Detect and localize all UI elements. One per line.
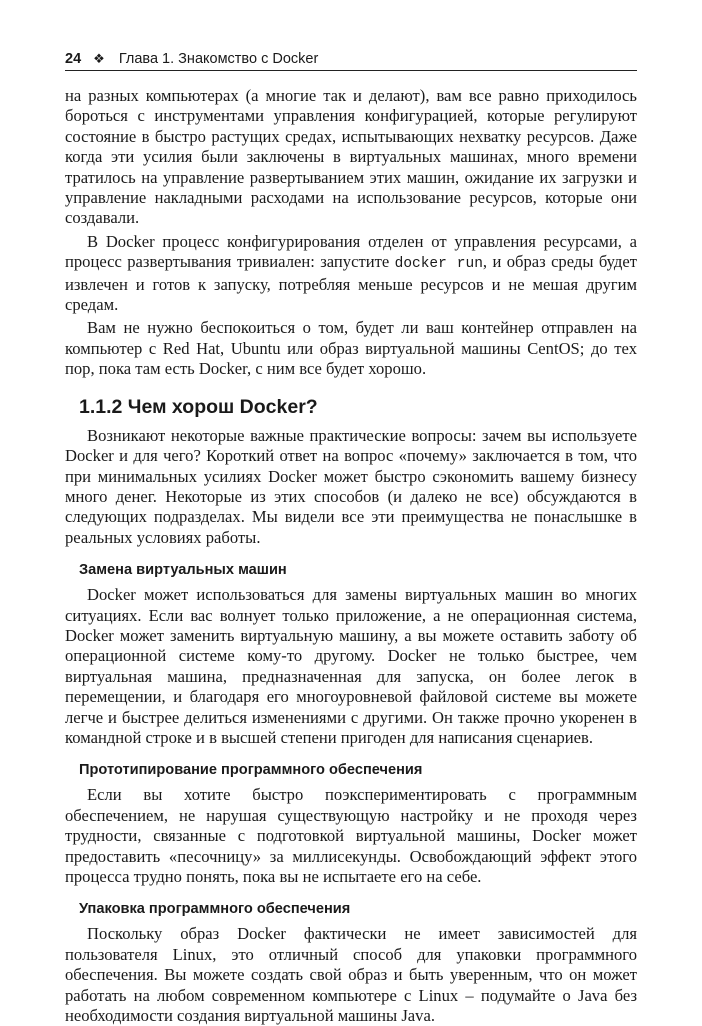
subsection-text-prototyping: Если вы хотите быстро поэкспериментировать с программным обеспечением, не нарушая существующую настройку и не проходя через трудности, связанные с подготовкой виртуальной машины, Docker может предоставить «песочницу» за миллисекунды. Освобождающий эффект этого процесса трудно понять, пока вы не испытаете его на себе. bbox=[65, 785, 637, 886]
paragraph-docker-config bbox=[65, 232, 637, 316]
subsection-text-packaging: Поскольку образ Docker фактически не имеет зависимостей для пользователя Linux, это отличный способ для упаковки программного обеспечения. Вы можете создать свой образ и быть уверенным, что он может работать на любом современном компьютере с Linux – подумайте о Java без необходимости создания виртуальной машины Java. bbox=[65, 924, 637, 1026]
chapter-title: Глава 1. Знакомство с Docker bbox=[118, 51, 319, 67]
page-body bbox=[65, 86, 637, 1026]
paragraph-continued: на разных компьютерах (а многие так и делают), вам все равно приходилось бороться с инструментами управления конфигурацией, которые регулируют состояние в быстро растущих средах, испытывающих нехватку ресурсов. Даже когда эти усилия были заключены в виртуальных машинах, много времени тратилось на управление развертыванием этих машин, ожидание их загрузки и управление накладными расходами на использование ресурсов, которые они создавали. bbox=[65, 86, 637, 228]
running-header bbox=[65, 48, 637, 71]
inline-code-docker-run: docker run bbox=[394, 256, 483, 273]
paragraph-text: В Docker процесс конфигурирования отделен от управления ресурсами, а процесс развертывания тривиален: запустите bbox=[65, 231, 637, 272]
subsection-heading-vm: Замена виртуальных машин bbox=[79, 562, 287, 579]
section-heading: 1.1.2 Чем хорош Docker? bbox=[79, 395, 318, 418]
section-intro: Возникают некоторые важные практические вопросы: зачем вы используете Docker и для чего? Короткий ответ на вопрос «почему» заключается в том, что при минимальных усилиях Docker может быстро сэкономить вашему бизнесу много денег. Некоторые из этих способов (и далеко не все) обсуждаются в следующих подразделах. Мы видели все эти преимущества не понаслышке в реальных условиях работы. bbox=[65, 425, 637, 547]
page-number: 24 bbox=[65, 51, 82, 67]
subsection-heading-packaging: Упаковка программного обеспечения bbox=[79, 901, 351, 918]
subsection-text-vm: Docker может использоваться для замены виртуальных машин во многих ситуациях. Если вас волнует только приложение, а не операционная система, Docker может заменить виртуальную машину, а вы можете оставить заботу об операционной системе кому-то другому. Docker не только быстрее, чем виртуальная машина, предназначенная для запуска, он более легок в перемещении, и благодаря его многоуровневой файловой системе вы можете легче и быстрее делиться изменениями с другими. Он также прочно укоренен в командной строке и в высшей степени пригоден для написания сценариев. bbox=[65, 585, 637, 747]
ornament-icon: ❖ bbox=[93, 51, 105, 66]
paragraph-no-worry: Вам не нужно беспокоиться о том, будет ли ваш контейнер отправлен на компьютер с Red Hat, Ubuntu или образ виртуальной машины CentOS; до тех пор, пока там есть Docker, с ним все будет хорошо. bbox=[65, 318, 637, 379]
subsection-heading-prototyping: Прототипирование программного обеспечения bbox=[79, 762, 423, 779]
paragraph-text: , и образ среды будет извлечен и готов к запуску, потребляя меньше ресурсов и не мешая другим средам. bbox=[65, 252, 637, 315]
